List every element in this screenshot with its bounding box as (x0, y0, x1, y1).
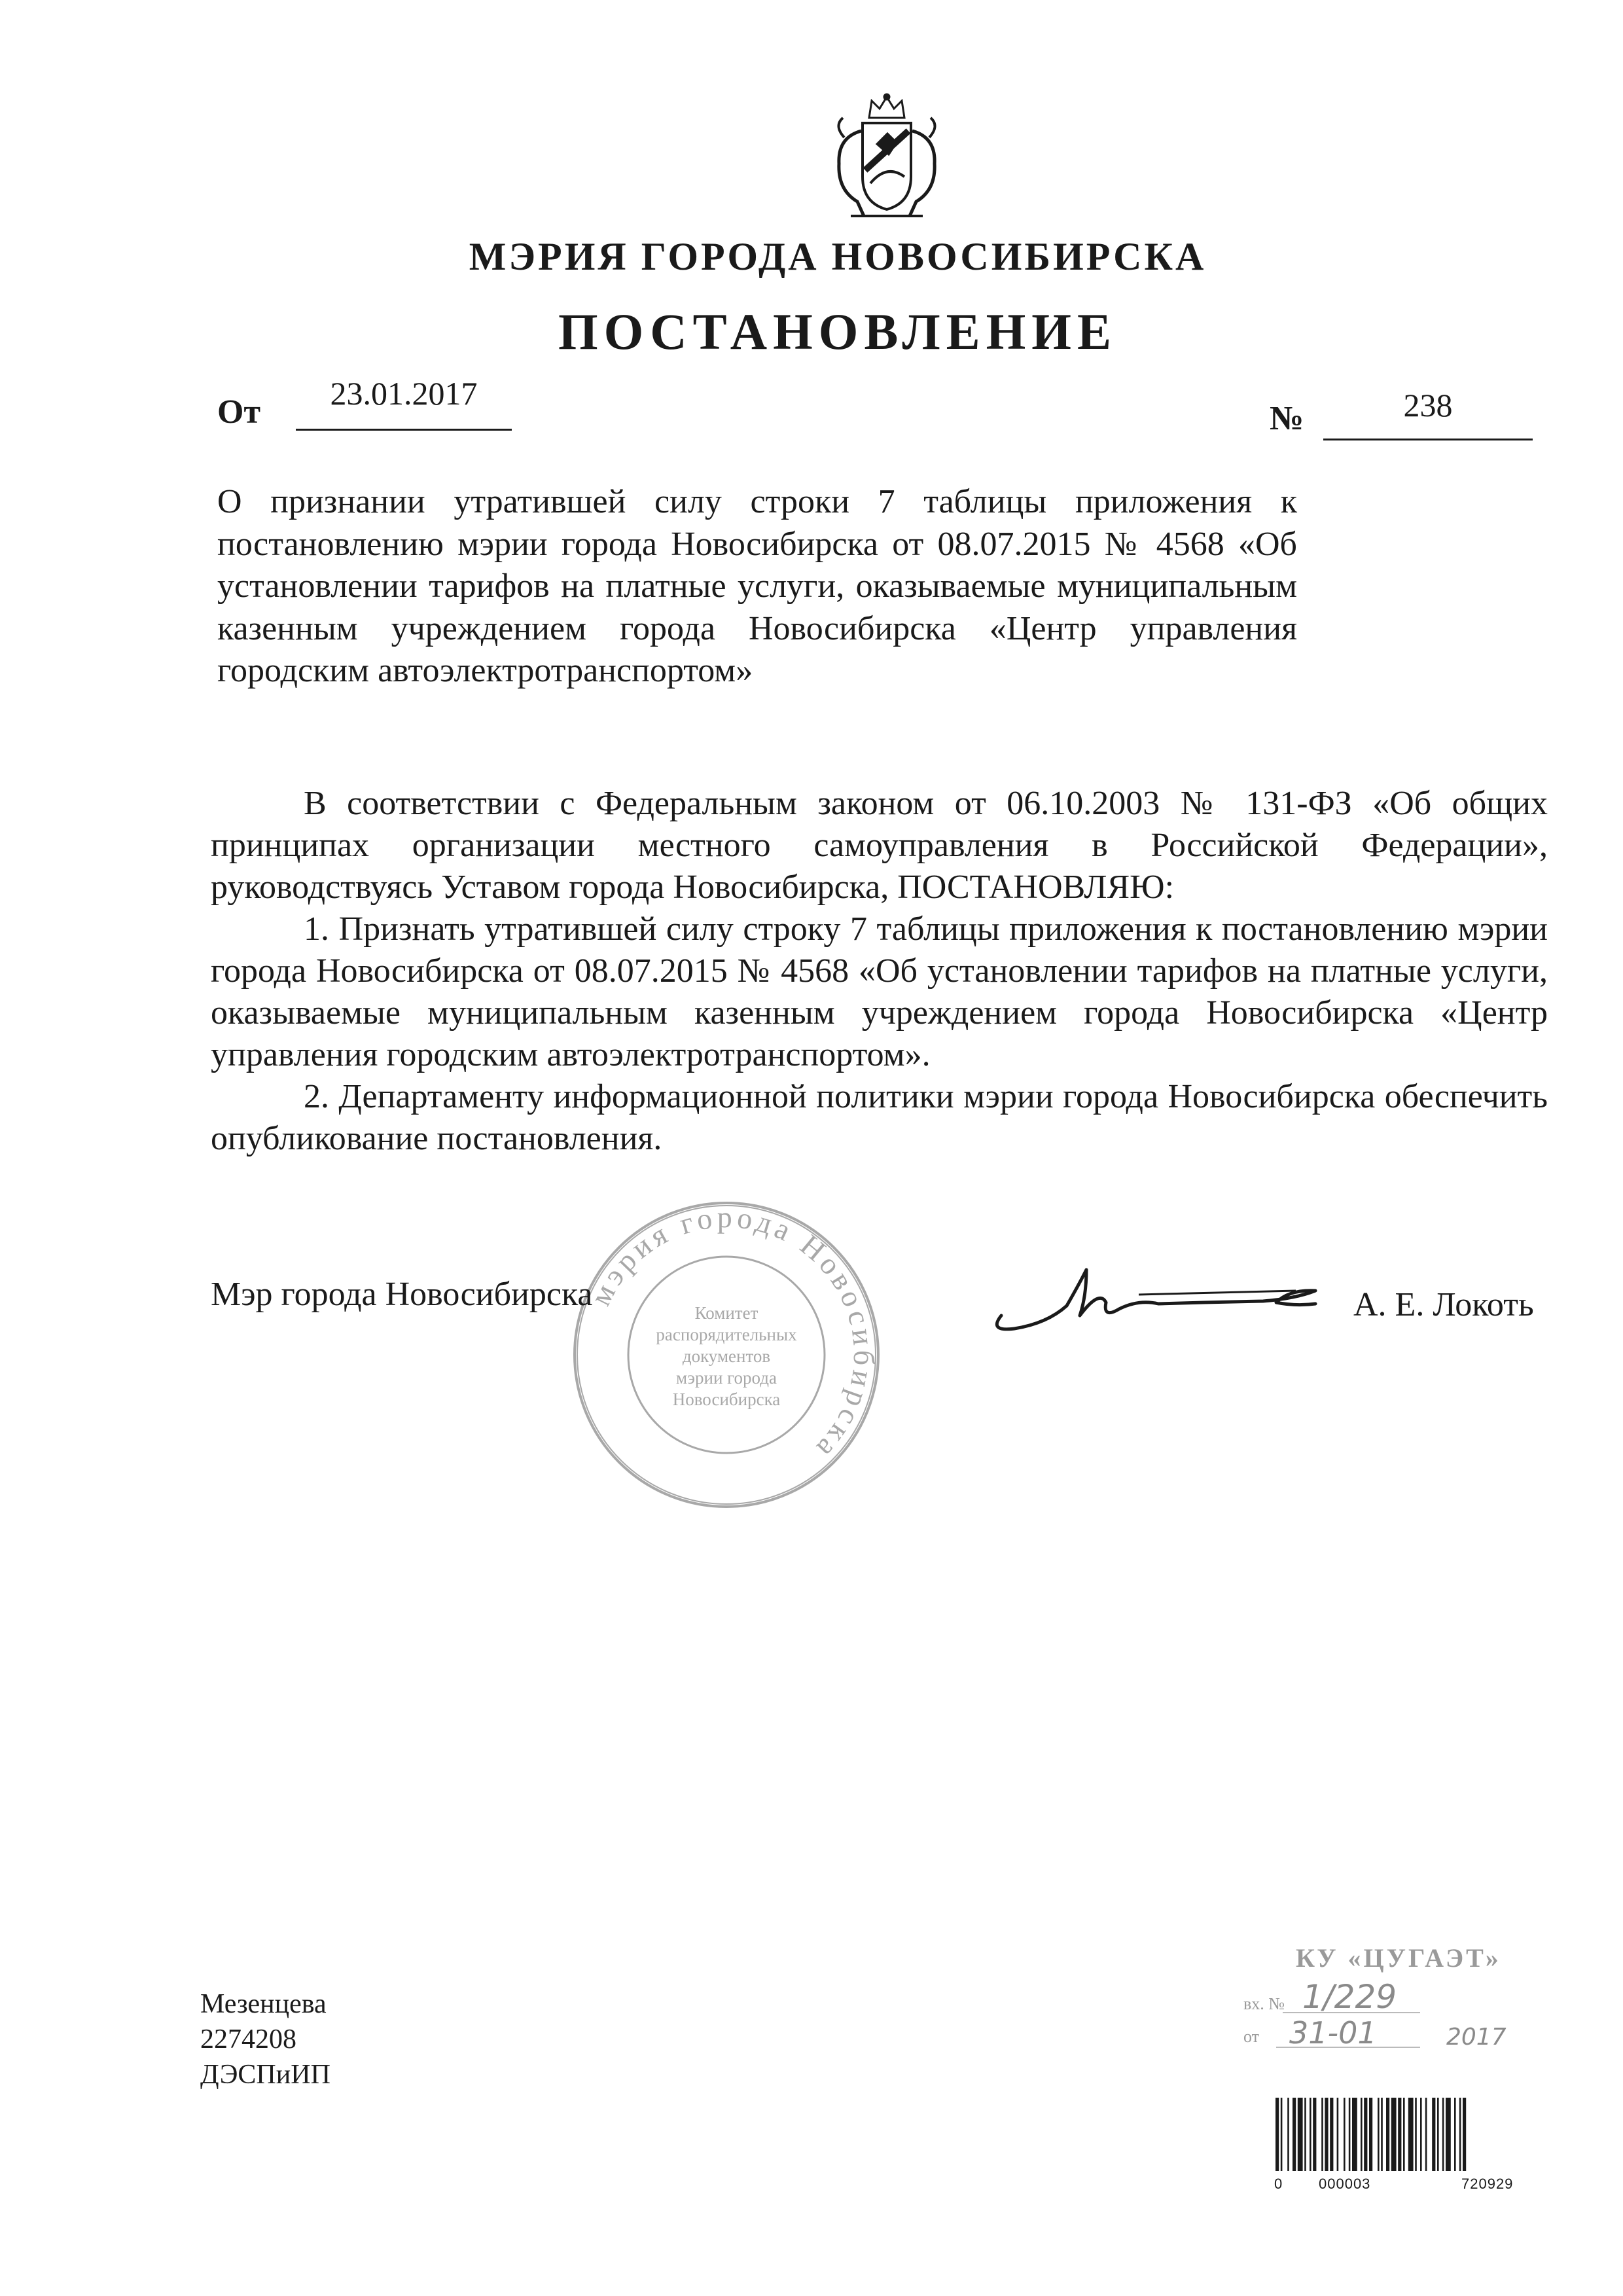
barcode-bar (1330, 2098, 1333, 2171)
document-type-title: ПОСТАНОВЛЕНИЕ (558, 303, 1117, 360)
barcode-digit-group: 0 (1274, 2176, 1283, 2192)
body-item-2: 2. Департаменту информационной политики мэрии города Новосибирска обеспечить опубликование постановления. (211, 1078, 1548, 1157)
barcode-bar (1432, 2098, 1435, 2171)
barcode-bar (1361, 2098, 1363, 2171)
body-preamble: В соответствии с Федеральным законом от 06.10.2003 № 131-ФЗ «Об общих принципах организации местного самоуправления в Российской Федерации», руководствуясь Уставом города Новосибирска, ПОСТАНОВЛЯЮ: (211, 785, 1548, 906)
barcode-bar (1293, 2098, 1296, 2171)
barcode-bar (1337, 2098, 1339, 2171)
regstamp-year: 2017 (1446, 2024, 1507, 2051)
barcode-bar (1442, 2098, 1444, 2171)
svg-text:вх. №: вх. № (1243, 1994, 1285, 2013)
official-seal (569, 1198, 883, 1512)
registration-stamp (1204, 1937, 1544, 2088)
date-value: 23.01.2017 (330, 375, 478, 412)
barcode-bar (1321, 2098, 1323, 2171)
barcode-bar (1454, 2098, 1456, 2171)
barcode-bar (1369, 2098, 1372, 2171)
number-underline (1323, 439, 1533, 440)
document-body (211, 783, 1548, 1160)
organization-title: МЭРИЯ ГОРОДА НОВОСИБИРСКА (469, 235, 1207, 278)
barcode-bar (1403, 2098, 1405, 2171)
barcode-bar (1459, 2098, 1461, 2171)
signatory-name: А. Е. Локоть (1353, 1286, 1534, 1323)
number-value: 238 (1403, 387, 1453, 423)
svg-text:от: от (1243, 2027, 1260, 2046)
date-underline (296, 429, 512, 431)
barcode-bar (1446, 2098, 1451, 2171)
seal-line: распорядительных (656, 1325, 797, 1344)
handwritten-signature (988, 1244, 1329, 1348)
regstamp-date: 31-01 (1289, 2015, 1377, 2051)
barcode-digit-group: 720929 (1461, 2176, 1514, 2192)
body-item-1: 1. Признать утратившей силу строку 7 таблицы приложения к постановлению мэрии города Новосибирска от 08.07.2015 № 4568 «Об установлении тарифов на платные услуги, оказываемые муниципальным казенным учреждением города Новосибирска «Центр управления городским автоэлектротранспортом». (211, 910, 1548, 1073)
number-label: № (1270, 400, 1304, 437)
executor-department: ДЭСПиИП (200, 2060, 330, 2090)
barcode-bar (1425, 2098, 1427, 2171)
regstamp-org: КУ «ЦУГАЭТ» (1296, 1943, 1501, 1973)
barcode-bar (1298, 2098, 1303, 2171)
barcode-bar (1287, 2098, 1289, 2171)
barcode-bar (1378, 2098, 1380, 2171)
barcode-bar (1415, 2098, 1417, 2171)
barcode-bar (1349, 2098, 1351, 2171)
barcode-bar (1275, 2098, 1279, 2171)
barcode-bar (1391, 2098, 1397, 2171)
barcode-bar (1352, 2098, 1357, 2171)
executor-block (200, 1986, 330, 2092)
coat-of-arms-icon (825, 92, 949, 223)
barcode-bar (1420, 2098, 1422, 2171)
barcode-digit-group: 000003 (1319, 2176, 1371, 2192)
barcode-bar (1386, 2098, 1389, 2171)
barcode-bar (1463, 2098, 1466, 2171)
seal-line: Комитет (694, 1303, 758, 1323)
barcode-bar (1364, 2098, 1367, 2171)
seal-outer-text: мэрия города Новосибирска (583, 1200, 882, 1468)
date-label: От (217, 393, 260, 431)
barcode-bar (1437, 2098, 1439, 2171)
barcode-bar (1313, 2098, 1316, 2171)
executor-phone: 2274208 (200, 2024, 296, 2054)
barcode-bar (1344, 2098, 1346, 2171)
barcode-bar (1304, 2098, 1306, 2171)
document-barcode (1273, 2098, 1548, 2173)
signatory-position: Мэр города Новосибирска (211, 1276, 593, 1313)
executor-name: Мезенцева (200, 1989, 327, 2019)
barcode-bar (1381, 2098, 1383, 2171)
barcode-bar (1398, 2098, 1401, 2171)
barcode-bar (1408, 2098, 1414, 2171)
document-subject: О признании утратившей силу строки 7 таблицы приложения к постановлению мэрии города Новосибирска от 08.07.2015 № 4568 «Об установлении тарифов на платные услуги, оказываемые муниципальным казенным учреждением города Новосибирска «Центр управления городским автоэлектротранспортом» (217, 483, 1297, 689)
barcode-bar (1325, 2098, 1328, 2171)
regstamp-number: 1/229 (1302, 1978, 1397, 2016)
seal-line: Новосибирска (672, 1390, 781, 1409)
barcode-bar (1310, 2098, 1311, 2171)
seal-line: мэрии города (676, 1368, 777, 1388)
seal-line: документов (682, 1346, 771, 1366)
barcode-bar (1281, 2098, 1283, 2171)
